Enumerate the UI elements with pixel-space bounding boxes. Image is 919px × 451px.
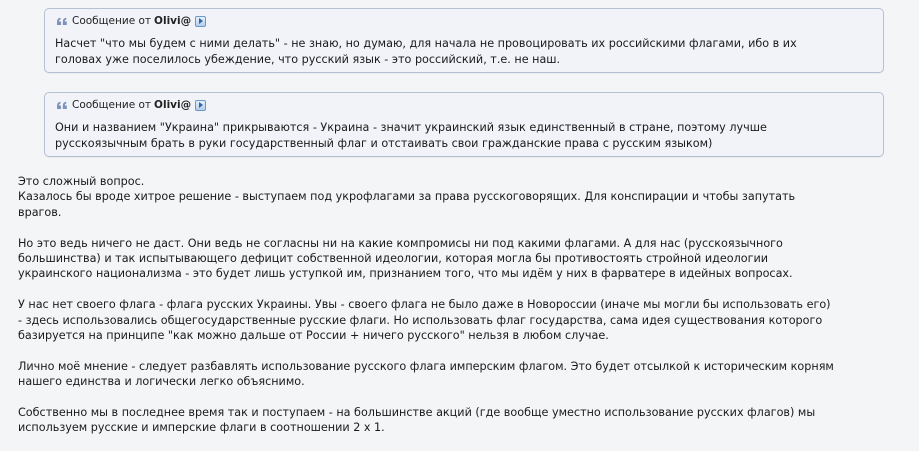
- quote-icon: [55, 16, 69, 26]
- quote-icon: [55, 100, 69, 110]
- quote-author-link[interactable]: Olivi@: [154, 15, 192, 27]
- post-line: большинства) и так испытывающего дефицит собственной идеологии, которая могла бы противостоять стройной идеологии: [18, 252, 768, 266]
- post-paragraph: [18, 405, 908, 436]
- post-line: - здесь использовались общегосударственные русские флаги. Но использовать флаг государства, сама идея существования которого: [18, 313, 823, 327]
- post-body: [18, 174, 908, 451]
- post-line: Лично моё мнение - следует разбавлять использование русского флага имперским флагом. Это будет отсылкой к историческим корням: [18, 359, 834, 373]
- quote-author-link[interactable]: Olivi@: [154, 99, 192, 111]
- view-post-icon[interactable]: [195, 100, 206, 111]
- post-line: Казалось бы вроде хитрое решение - выступаем под укрофлагами за права русскоговорящих. Для конспирации и чтобы запутать: [18, 190, 796, 204]
- view-post-icon[interactable]: [195, 16, 206, 27]
- post-line: базируется на принципе "как можно дальше от России + ничего русского" нельзя в любом случае.: [18, 329, 609, 343]
- post-paragraph: [18, 297, 908, 343]
- post-line: Но это ведь ничего не даст. Они ведь не согласны ни на какие компромисы ни под какими флагами. А для нас (русскоязычного: [18, 236, 783, 250]
- post-paragraph: [18, 236, 908, 282]
- post-line: У нас нет своего флага - флага русских Украины. Увы - своего флага не было даже в Новороссии (иначе мы могли бы использовать его): [18, 298, 831, 312]
- quote-text: Насчет "что мы будем с ними делать" - не знаю, но думаю, для начала не провоцировать их российскими флагами, ибо в их головах уже поселилось убеждение, что русский язык - это российский, т.е. не наш.: [55, 37, 797, 66]
- post-line: врагов.: [18, 205, 62, 219]
- quote-prefix: Сообщение от: [72, 15, 152, 27]
- quote-header: [55, 98, 206, 112]
- post-line: Собственно мы в последнее время так и поступаем - на большинстве акций (где вообще уместно использование русских флагов) мы: [18, 406, 816, 420]
- post-line: используем русские и имперские флаги в соотношении 2 х 1.: [18, 421, 385, 435]
- post-paragraph: [18, 174, 908, 220]
- post-line: нашего единства и логически легко объяснимо.: [18, 375, 305, 389]
- quote-prefix: Сообщение от: [72, 99, 152, 111]
- post-paragraph: [18, 359, 908, 390]
- post-line: украинского национализма - это будет лишь уступкой им, признанием того, что мы идём у них в фарватере в идейных вопросах.: [18, 267, 793, 281]
- quote-block-2: [44, 92, 884, 157]
- quote-header: [55, 14, 206, 28]
- quote-block-1: [44, 8, 884, 73]
- quote-text: Они и названием "Украина" прикрываются - Украина - значит украинский язык единственный в стране, поэтому лучше русскоязычным брать в руки государственный флаг и отстаивать свои гражданские права с русским языком): [55, 121, 767, 150]
- post-line: Это сложный вопрос.: [18, 175, 145, 188]
